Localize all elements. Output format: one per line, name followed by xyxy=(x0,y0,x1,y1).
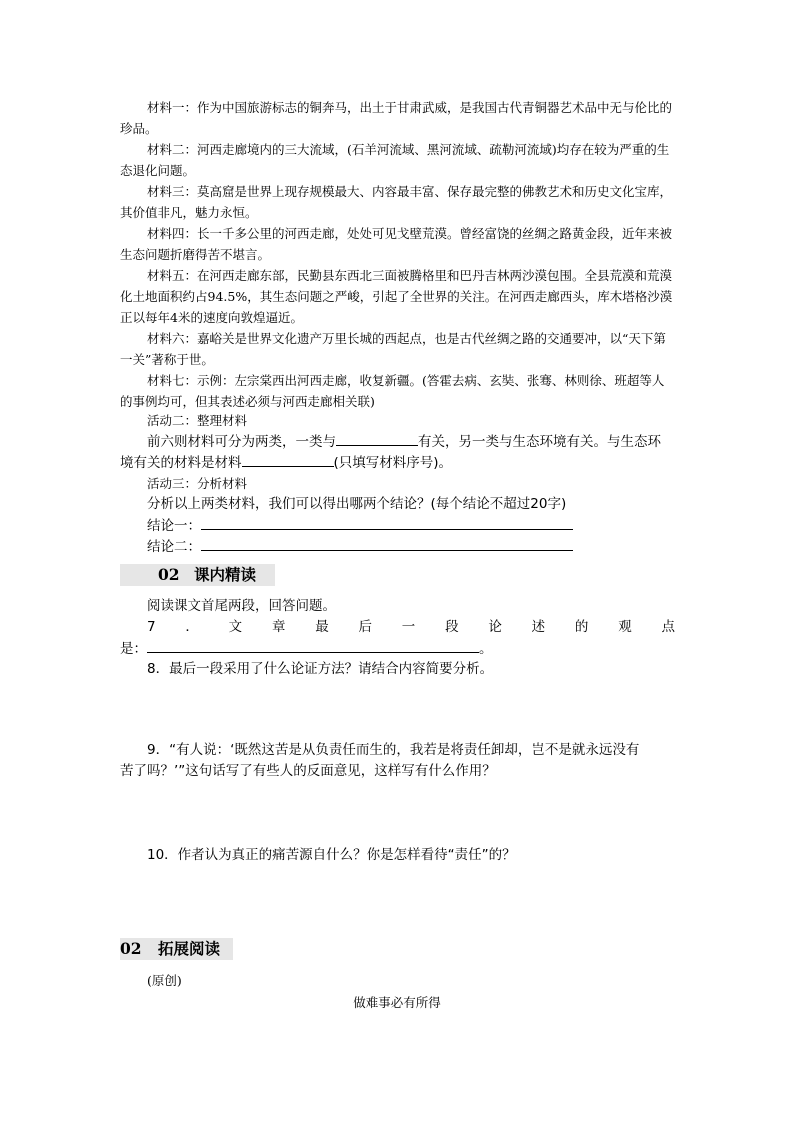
section-heading-intensive-reading xyxy=(120,564,275,586)
material-7: 材料七：示例：左宗棠西出河西走廊，收复新疆。(答霍去病、玄奘、张骞、林则徐、班超等人的事例均可，但其表述必须与河西走廊相关联) xyxy=(120,373,665,409)
question-7-char: 的 xyxy=(574,619,589,635)
conclusion1-label: 结论一： xyxy=(147,518,201,534)
activity2-text-d: (只填写材料序号)。 xyxy=(333,455,453,471)
material-5: 材料五：在河西走廊东部，民勤县东西北三面被腾格里和巴丹吉林两沙漠包围。全县荒漠和荒漠化土地面积约占94.5%，其生态问题之严峻，引起了全世界的关注。在河西走廊西头，库木塔格沙漠正以每年4米的速度向敦煌逼近。 xyxy=(120,268,673,325)
activity3-question: 分析以上两类材料，我们可以得出哪两个结论？(每个结论不超过20字) xyxy=(147,496,567,512)
question-7-char: 7 xyxy=(147,619,156,635)
material-3: 材料三：莫高窟是世界上现存规模最大、内容最丰富、保存最完整的佛教艺术和历史文化宝库，其价值非凡，魅力永恒。 xyxy=(120,184,673,220)
activity2-text-c: 境有关的材料是材料 xyxy=(120,455,242,471)
conclusion1-row xyxy=(120,515,702,537)
section1-title: 课内精读 xyxy=(194,565,257,584)
materials-list xyxy=(120,97,675,412)
conclusion1-blank[interactable] xyxy=(201,515,573,530)
answer-blank-material-numbers[interactable] xyxy=(242,452,334,467)
question-7-line2 xyxy=(120,638,675,660)
material-4: 材料四：长一千多公里的河西走廊，处处可见戈壁荒漠。曾经富饶的丝绸之路黄金段，近年来被生态问题折磨得苦不堪言。 xyxy=(120,226,673,262)
question-7-char: 最 xyxy=(315,619,329,635)
question-7-char: 观 xyxy=(618,619,632,635)
section2-title: 拓展阅读 xyxy=(158,939,221,958)
question-7-answer-blank[interactable] xyxy=(147,638,479,653)
section-heading-extended-reading xyxy=(120,938,233,960)
question-7-char: 述 xyxy=(531,619,546,635)
material-6: 材料六：嘉峪关是世界文化遗产万里长城的西起点，也是古代丝绸之路的交通要冲，以“天下第一关”著称于世。 xyxy=(120,331,666,367)
question-7-tail: 是： xyxy=(120,641,147,657)
question-7-end: 。 xyxy=(479,641,493,657)
section1-number: 02 xyxy=(158,565,180,584)
question-7-char: 段 xyxy=(445,619,459,635)
article-title: 做难事必有所得 xyxy=(353,995,441,1010)
activity2-line2 xyxy=(120,452,675,474)
original-note: (原创) xyxy=(147,973,182,988)
question-7-char: ． xyxy=(185,619,199,635)
activity2-text-b: 有关，另一类与生态环境有关。与生态环 xyxy=(418,434,661,450)
conclusion2-row xyxy=(120,536,702,558)
reading-intro: 阅读课文首尾两段，回答问题。 xyxy=(147,598,336,614)
question-7-char: 点 xyxy=(661,619,675,635)
question-7-text xyxy=(147,617,675,638)
conclusion2-label: 结论二： xyxy=(147,539,201,555)
question-8: 8．最后一段采用了什么论证方法？请结合内容简要分析。 xyxy=(147,661,494,677)
question-9-line2: 苦了吗？’”这句话写了有些人的反面意见，这样写有什么作用？ xyxy=(120,763,496,779)
material-2: 材料二：河西走廊境内的三大流域，(石羊河流域、黑河流域、疏勒河流域)均存在较为严重的生态退化问题。 xyxy=(120,142,670,178)
activity3-title: 活动三：分析材料 xyxy=(147,476,248,491)
activity2-text-a: 前六则材料可分为两类，一类与 xyxy=(147,434,336,450)
question-10: 10．作者认为真正的痛苦源自什么？你是怎样看待“责任”的？ xyxy=(147,847,516,863)
question-7-char: 章 xyxy=(271,619,286,635)
section2-number: 02 xyxy=(120,939,142,958)
question-7-char: 后 xyxy=(358,619,372,635)
activity2-title: 活动二：整理材料 xyxy=(147,413,248,428)
question-7-line1 xyxy=(120,617,675,638)
question-7-char: 论 xyxy=(488,619,502,635)
question-7-char: 一 xyxy=(401,619,416,635)
conclusion2-blank[interactable] xyxy=(201,536,573,551)
question-7-char: 文 xyxy=(228,619,243,635)
material-1: 材料一：作为中国旅游标志的铜奔马，出土于甘肃武威，是我国古代青铜器艺术品中无与伦比的珍品。 xyxy=(120,100,673,136)
answer-blank-category[interactable] xyxy=(336,431,418,446)
activity2-line1 xyxy=(120,431,702,453)
question-9-line1: 9．“有人说：‘既然这苦是从负责任而生的，我若是将责任卸却，岂不是就永远没有 xyxy=(147,742,640,758)
